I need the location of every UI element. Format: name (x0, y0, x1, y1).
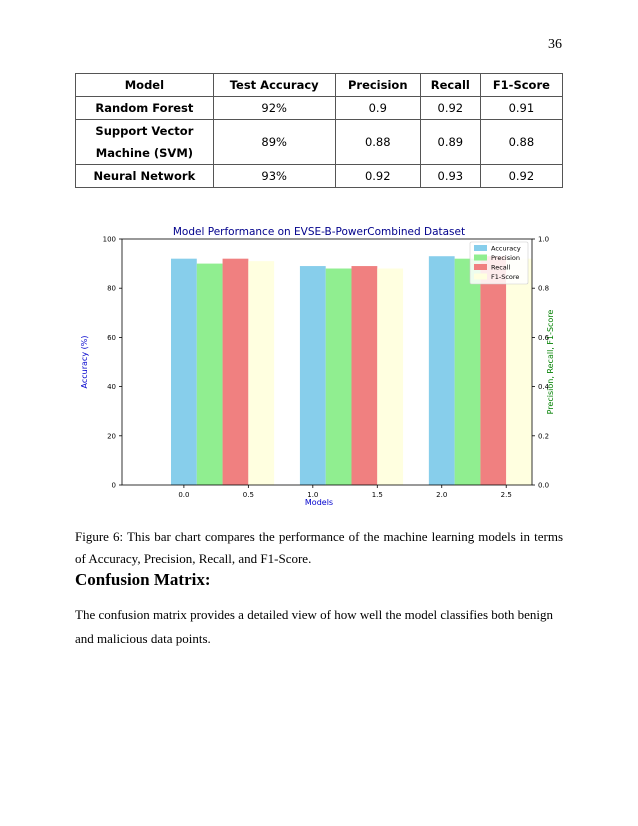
x-tick-label: 2.0 (436, 491, 448, 499)
table-row (76, 97, 563, 120)
y-tick-label-right: 0.6 (538, 333, 550, 342)
x-tick-label: 0.5 (242, 491, 254, 499)
y-tick-label-left: 80 (107, 284, 116, 293)
results-table (75, 73, 563, 188)
figure-caption: Figure 6: This bar chart compares the performance of the machine learning models in terms of Accuracy, Precision, Recall, and F1-Score. (75, 529, 563, 566)
y-tick-label-left: 0 (111, 481, 116, 490)
bar-chart (72, 220, 566, 512)
y-tick-label-left: 100 (102, 235, 116, 244)
legend-label: Recall (491, 263, 511, 272)
y-tick-label-left: 60 (107, 333, 116, 342)
row-precision: 0.92 (335, 165, 420, 188)
bar-accuracy (171, 259, 197, 485)
row-model-name (76, 120, 214, 165)
x-tick-label: 0.0 (178, 491, 190, 499)
row-accuracy: 92% (213, 97, 335, 120)
model-name-line-2: Machine (SVM) (95, 146, 194, 160)
legend-label: Precision (491, 254, 521, 262)
y-tick-label-left: 20 (107, 432, 116, 441)
bar-f1-score (248, 261, 274, 485)
body-paragraph: The confusion matrix provides a detailed view of how well the model classifies both benign and malicious data points. (75, 607, 553, 646)
chart-container (72, 220, 566, 512)
header-precision: Precision (335, 74, 420, 97)
model-name-line-1: Support Vector (95, 124, 194, 138)
bar-f1-score (506, 259, 532, 485)
bar-recall (480, 256, 506, 485)
bar-precision (197, 264, 223, 485)
row-f1: 0.91 (480, 97, 562, 120)
y-axis-label-left: Accuracy (%) (80, 335, 89, 389)
row-f1: 0.88 (480, 120, 562, 165)
row-precision: 0.9 (335, 97, 420, 120)
row-accuracy: 89% (213, 120, 335, 165)
row-model-name: Neural Network (76, 165, 214, 188)
row-recall: 0.93 (420, 165, 480, 188)
header-model: Model (76, 74, 214, 97)
table-row (76, 120, 563, 165)
bar-recall (351, 266, 377, 485)
row-f1: 0.92 (480, 165, 562, 188)
x-tick-label: 2.5 (500, 491, 512, 499)
page-number: 36 (548, 37, 562, 52)
legend-label: F1-Score (491, 273, 520, 281)
bar-precision (455, 259, 481, 485)
legend-swatch (474, 264, 487, 270)
header-test-accuracy: Test Accuracy (213, 74, 335, 97)
y-tick-label-right: 1.0 (538, 235, 550, 244)
header-f1-score: F1-Score (480, 74, 562, 97)
header-recall: Recall (420, 74, 480, 97)
table-header-row (76, 74, 563, 97)
y-tick-label-left: 40 (107, 383, 116, 392)
legend-swatch (474, 274, 487, 280)
row-accuracy: 93% (213, 165, 335, 188)
legend-swatch (474, 245, 487, 251)
legend-swatch (474, 255, 487, 261)
y-tick-label-right: 0.0 (538, 481, 550, 490)
bar-recall (223, 259, 249, 485)
y-axis-label-right: Precision, Recall, F1-Score (546, 309, 555, 415)
bar-accuracy (429, 256, 455, 485)
y-tick-label-right: 0.4 (538, 383, 550, 392)
x-tick-label: 1.0 (307, 491, 319, 499)
section-heading: Confusion Matrix: (75, 570, 211, 589)
row-recall: 0.92 (420, 97, 480, 120)
x-tick-label: 1.5 (371, 491, 383, 499)
legend-label: Accuracy (491, 244, 521, 253)
bar-accuracy (300, 266, 326, 485)
bar-f1-score (377, 269, 403, 485)
table-row (76, 165, 563, 188)
y-tick-label-right: 0.2 (538, 432, 550, 441)
x-axis-label: Models (304, 498, 334, 507)
row-model-name: Random Forest (76, 97, 214, 120)
y-tick-label-right: 0.8 (538, 284, 550, 293)
row-precision: 0.88 (335, 120, 420, 165)
row-recall: 0.89 (420, 120, 480, 165)
bar-precision (326, 269, 352, 485)
chart-title: Model Performance on EVSE-B-PowerCombined Dataset (172, 226, 466, 238)
